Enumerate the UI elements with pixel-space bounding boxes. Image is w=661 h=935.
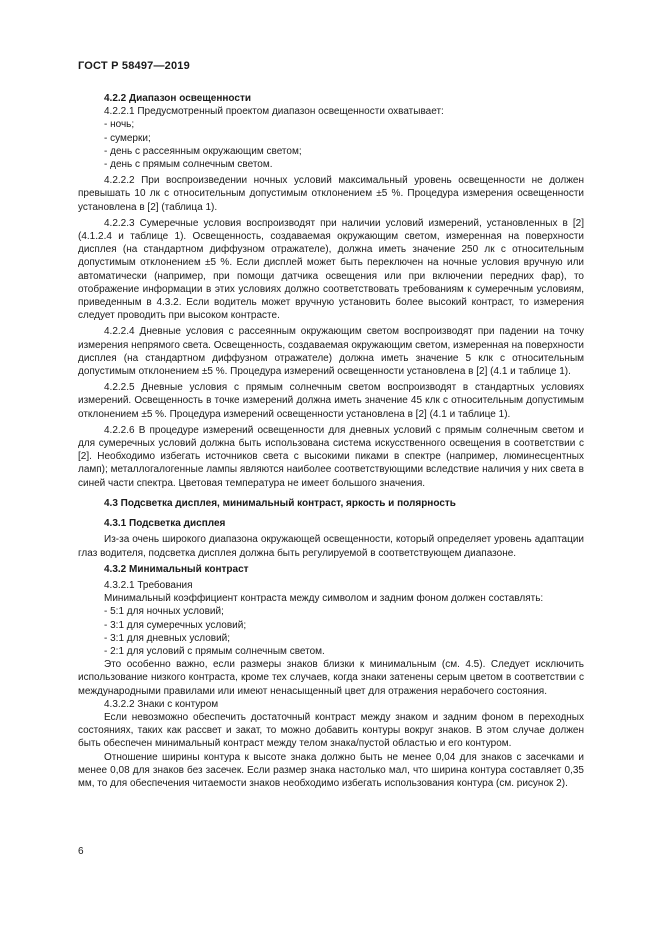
paragraph-4-2-2-5: 4.2.2.5 Дневные условия с прямым солнечным светом воспроизводят в стандартных условиях измерений. Освещенность в точке измерений должна иметь значение 45 клк с относительным допустимым отклонением ±5 %. Процедура измерений освещенности установлена в [2] (4.1 и таблице 1).	[78, 382, 584, 420]
subsection-title-4-3-2-2: 4.3.2.2 Знаки с контуром	[104, 698, 219, 710]
paragraph-4-2-2-2: 4.2.2.2 При воспроизведении ночных условий максимальный уровень освещенности не должен превышать 10 лк с относительным допустимым отклонением ±5 %. Процедура измерения освещенности установлена в [2] (таблица 1).	[78, 175, 584, 213]
paragraph-contrast-note: Это особенно важно, если размеры знаков близки к минимальным (см. 4.5). Следует исключить использование низкого контраста, кроме тех случаев, когда знаки затенены серым цветом в соответствии с международными правилами или имеют ненасыщенный цвет для отражения нерабочего состояния.	[78, 659, 584, 697]
page-body	[78, 92, 584, 790]
illumination-range-list	[78, 118, 584, 171]
list-item: - ночь;	[104, 119, 135, 131]
paragraph-4-2-2-6: 4.2.2.6 В процедуре измерений освещенности для дневных условий с прямым солнечным светом и для сумеречных условий должна быть использована система искусственного освещения в соответствии с [2]. Необходимо избегать источников света с высокими пиками в спектре (например, люминесцентных ламп); металлогалогенные лампы являются наиболее соответствующими вследствие наличия у них света в синей части спектра. Цветовая температура не имеет большого значения.	[78, 424, 584, 489]
section-heading-4-3-2: 4.3.2 Минимальный контраст	[104, 563, 249, 575]
list-item: - 3:1 для сумеречных условий;	[104, 619, 247, 631]
paragraph-4-2-2-1: 4.2.2.1 Предусмотренный проектом диапазон освещенности охватывает:	[104, 106, 444, 118]
paragraph-contrast-intro: Минимальный коэффициент контраста между символом и задним фоном должен составлять:	[104, 593, 544, 605]
paragraph-outline-1: Если невозможно обеспечить достаточный контраст между знаком и задним фоном в переходных состояниях, таких как рассвет и закат, то можно добавить контуры вокруг знаков. В этом случае должен быть обеспечен минимальный контраст между телом знака/пустой областью и его контуром.	[78, 711, 584, 750]
list-item: - 2:1 для условий с прямым солнечным светом.	[104, 645, 325, 657]
list-item: - 5:1 для ночных условий;	[104, 606, 224, 618]
page-number: 6	[78, 846, 84, 857]
list-item: - 3:1 для дневных условий;	[104, 632, 231, 644]
section-heading-4-3: 4.3 Подсветка дисплея, минимальный контраст, яркость и полярность	[104, 497, 456, 509]
paragraph-4-2-2-3: 4.2.2.3 Сумеречные условия воспроизводят при наличии условий измерений, установленных в [2] (4.1.2.4 и таблице 1). Освещенность, создаваемая окружающим светом, измеренная на поверхности дисплея (на стандартном диффузном отражателе), должна иметь значение 250 лк с относительным допустимым отклонением ±5 %. Если дисплей может быть переключен на ночные условия вручную или автоматически (например, при помощи датчика освещения или при включении передних фар), то отображение информации в этих условиях должно соответствовать требованиям к сумеречным условиям, приведенным в 4.3.2. Если водитель может вручную установить более высокий контраст, то измерения следует проводить при высоком контрасте.	[78, 217, 584, 322]
section-heading-4-3-1: 4.3.1 Подсветка дисплея	[104, 518, 226, 530]
standard-header: ГОСТ Р 58497—2019	[78, 60, 190, 72]
list-item: - день с прямым солнечным светом.	[104, 159, 273, 171]
paragraph-outline-2: Отношение ширины контура к высоте знака должно быть не менее 0,04 для знаков с засечками и менее 0,08 для знаков без засечек. Если размер знака настолько мал, что ширина контура составляет 0,35 мм, то для обеспечения читаемости знаков необходимо избегать использования контура (см. рисунок 2).	[78, 751, 584, 789]
paragraph-4-2-2-4: 4.2.2.4 Дневные условия с рассеянным окружающим светом воспроизводят при падении на точку измерения непрямого света. Освещенность, создаваемая окружающим светом, измеренная на поверхности дисплея (на стандартном диффузном отражателе) должна иметь значение 5 клк с относительным допустимым отклонением ±5 %. Процедура измерений освещенности установлена в [2] (4.1 и таблице 1).	[78, 326, 584, 378]
list-item: - день с рассеянным окружающим светом;	[104, 145, 302, 157]
section-heading-4-2-2: 4.2.2 Диапазон освещенности	[104, 93, 252, 104]
paragraph-4-3-1: Из-за очень широкого диапазона окружающей освещенности, который определяет уровень адаптации глаз водителя, подсветка дисплея должна быть регулируемой в соответствующем диапазоне.	[78, 534, 584, 559]
subsection-title-4-3-2-1: 4.3.2.1 Требования	[104, 579, 193, 591]
contrast-ratio-list	[78, 605, 584, 658]
list-item: - сумерки;	[104, 132, 151, 144]
